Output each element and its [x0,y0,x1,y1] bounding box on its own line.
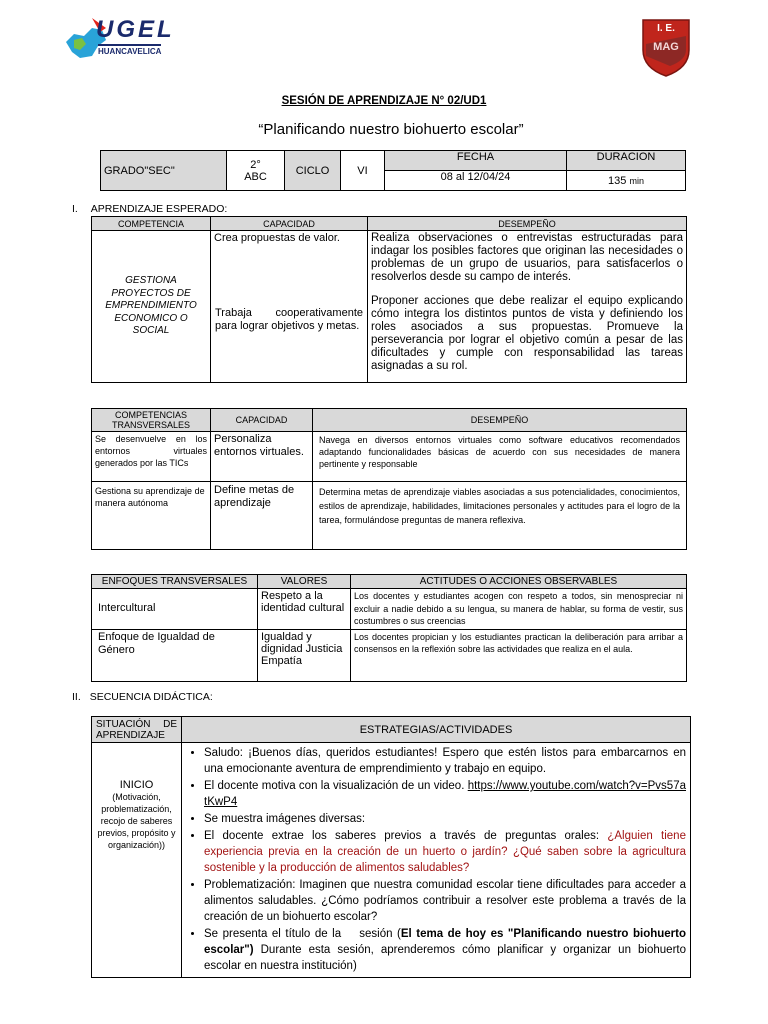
grado-number: 2° [250,158,261,171]
video-link[interactable]: https://www.youtube.com/watch?v=Pvs57atKwP4 [204,780,686,808]
table-row [92,482,687,550]
capacidad-1: Crea propuestas de valor. [214,232,340,244]
section-2-title: SECUENCIA DIDÁCTICA: [89,691,213,703]
problematizacion-text: Problematización: Imaginen que nuestra comunidad escolar tiene dificultades para acceder a alimentos saludables. ¿Cómo podríamos contribuir a resolver este problema a través de la creación de un biohuerto escolar? [204,879,686,923]
trans-capacidad-1: Personaliza entornos virtuales. [211,432,313,482]
ugel-name: UGEL [96,16,175,43]
trans-capacidad-2: Define metas de aprendizaje [211,482,313,550]
ie-shield-logo [640,16,692,78]
inicio-detail: (Motivación, problematización, recojo de saberes previos, propósito y organización)) [97,792,176,850]
fecha-label: FECHA [385,151,567,171]
actitudes-1: Los docentes y estudiantes acogen con respeto a todos, sin menospreciar ni excluir a nadie debido a su lengua, su manera de hablar, su forma de vestir, sus costumbres o sus creencias [351,589,687,630]
table-row [92,432,687,482]
header-valores: VALORES [258,575,351,589]
header-competencia: COMPETENCIA [92,217,211,231]
duracion-number: 135 [608,174,627,187]
video-text: El docente motiva con la visualización de un video. [204,780,468,792]
header-desempeno: DESEMPEÑO [368,217,687,231]
grado-value [227,151,285,191]
titulo-bold: El tema de hoy es "Planificando nuestro biohuerto escolar") [204,928,687,956]
titulo-pre: Se presenta el título de la sesión ( [204,928,401,940]
header-trans-capacidad: CAPACIDAD [211,409,313,432]
section-2-number: II. [72,691,81,703]
secuencia-table [91,716,691,978]
transversales-table [91,408,687,550]
valores-2: Igualdad y dignidad Justicia Empatía [258,629,351,681]
header-comp-transversales: COMPETENCIAS TRANSVERSALES [92,409,211,432]
saludo-text: Saludo: ¡Buenos días, queridos estudiantes! Espero que estén listos para embarcarnos en una emocionante aventura de emprendimiento y trabajo en equipo. [204,747,686,775]
ugel-logo [62,12,175,62]
estrategias-cell [182,743,691,978]
section-1-number: I. [72,203,78,215]
session-title: “Planificando nuestro biohuerto escolar” [258,121,524,138]
enfoques-table [91,574,687,682]
ciclo-label: CICLO [285,151,341,191]
enfoque-1: Intercultural [92,589,258,630]
info-table [100,150,686,191]
duracion-unit: min [629,175,644,186]
ie-label: I. E. [657,23,675,34]
aprendizaje-table [91,216,687,383]
duracion-label: DURACION [567,151,686,171]
trans-competencia-1: Se desenvuelve en los entornos virtuales generados por las TICs [92,432,211,482]
capacidad-cell [211,231,368,383]
list-item [204,811,686,828]
titulo-post: Durante esta sesión, aprenderemos cómo planificar y organizar un biohuerto escolar en nuestra institución) [204,944,686,972]
actividades-list [182,745,686,975]
inicio-cell [92,743,182,978]
competencia-cell: GESTIONA PROYECTOS DE EMPRENDIMIENTO ECONOMICO O SOCIAL [92,231,211,383]
session-heading: SESIÓN DE APRENDIZAJE N° 02/UD1 [281,95,487,107]
duracion-value [567,171,686,191]
table-row [92,589,687,630]
list-item [204,745,686,778]
header-capacidad: CAPACIDAD [211,217,368,231]
header-enfoques: ENFOQUES TRANSVERSALES [92,575,258,589]
ciclo-value: VI [341,151,385,191]
ugel-region: HUANCAVELICA [98,44,161,56]
section-1-heading [72,203,227,215]
fecha-value: 08 al 12/04/24 [385,171,567,191]
header-actitudes: ACTITUDES O ACCIONES OBSERVABLES [351,575,687,589]
table-row [92,629,687,681]
capacidad-2: Trabaja cooperativamente para lograr objetivos y metas. [215,307,363,332]
list-item [204,926,686,975]
ie-name: MAG [653,41,679,53]
trans-desempeno-1: Navega en diversos entornos virtuales como software educativos recomendados adaptando funcionalidades básicas de acuerdo con sus necesidades de manera pertinente y responsable [313,432,687,482]
list-item [204,828,686,877]
seccion-value: ABC [244,170,267,183]
section-2-heading [72,691,213,703]
list-item [204,778,686,811]
actitudes-2: Los docentes propician y los estudiantes practican la deliberación para arribar a consensos en la reflexión sobre las actividades que realiza en el aula. [351,629,687,681]
imagenes-text: Se muestra imágenes diversas: [204,813,366,825]
saberes-text: El docente extrae los saberes previos a través de preguntas orales: [204,830,608,842]
section-1-title: APRENDIZAJE ESPERADO: [90,203,228,215]
valores-1: Respeto a la identidad cultural [258,589,351,630]
saberes-questions: ¿Alguien tiene experiencia previa en la creación de un huerto o jardín? ¿Qué saben sobre la agricultura sostenible y la producción de alimentos saludables? [204,830,686,874]
grado-label: GRADO"SEC" [101,151,227,191]
header-trans-desempeno: DESEMPEÑO [313,409,687,432]
trans-competencia-2: Gestiona su aprendizaje de manera autónoma [92,482,211,550]
header-situacion: SITUACIÓN DE APRENDIZAJE [92,717,182,743]
inicio-title: INICIO [119,779,154,791]
enfoque-2: Enfoque de Igualdad de Género [92,629,258,681]
list-item [204,877,686,926]
desempeno-2: Proponer acciones que debe realizar el equipo explicando cómo integra los distintos puntos de vista y definiendo los roles asociados a sus propuestas. Promueve la perseverancia por lograr el objetivo común a pesar de las dificultades y cumple con responsabilidad las tareas asignadas a su rol. [371,295,683,372]
header-estrategias: ESTRATEGIAS/ACTIVIDADES [182,717,691,743]
desempeno-cell [368,231,687,383]
trans-desempeno-2: Determina metas de aprendizaje viables asociadas a sus potencialidades, conocimientos, estilos de aprendizaje, habilidades, limitaciones personales y actitudes para el logro de la tarea, formulándose preguntas de manera reflexiva. [313,482,687,550]
desempeno-1: Realiza observaciones o entrevistas estructuradas para indagar los posibles factores que originan las necesidades o problemas de un grupo de usuarios, para satisfacerlos o resolverlos desde su campo de interés. [371,232,683,283]
